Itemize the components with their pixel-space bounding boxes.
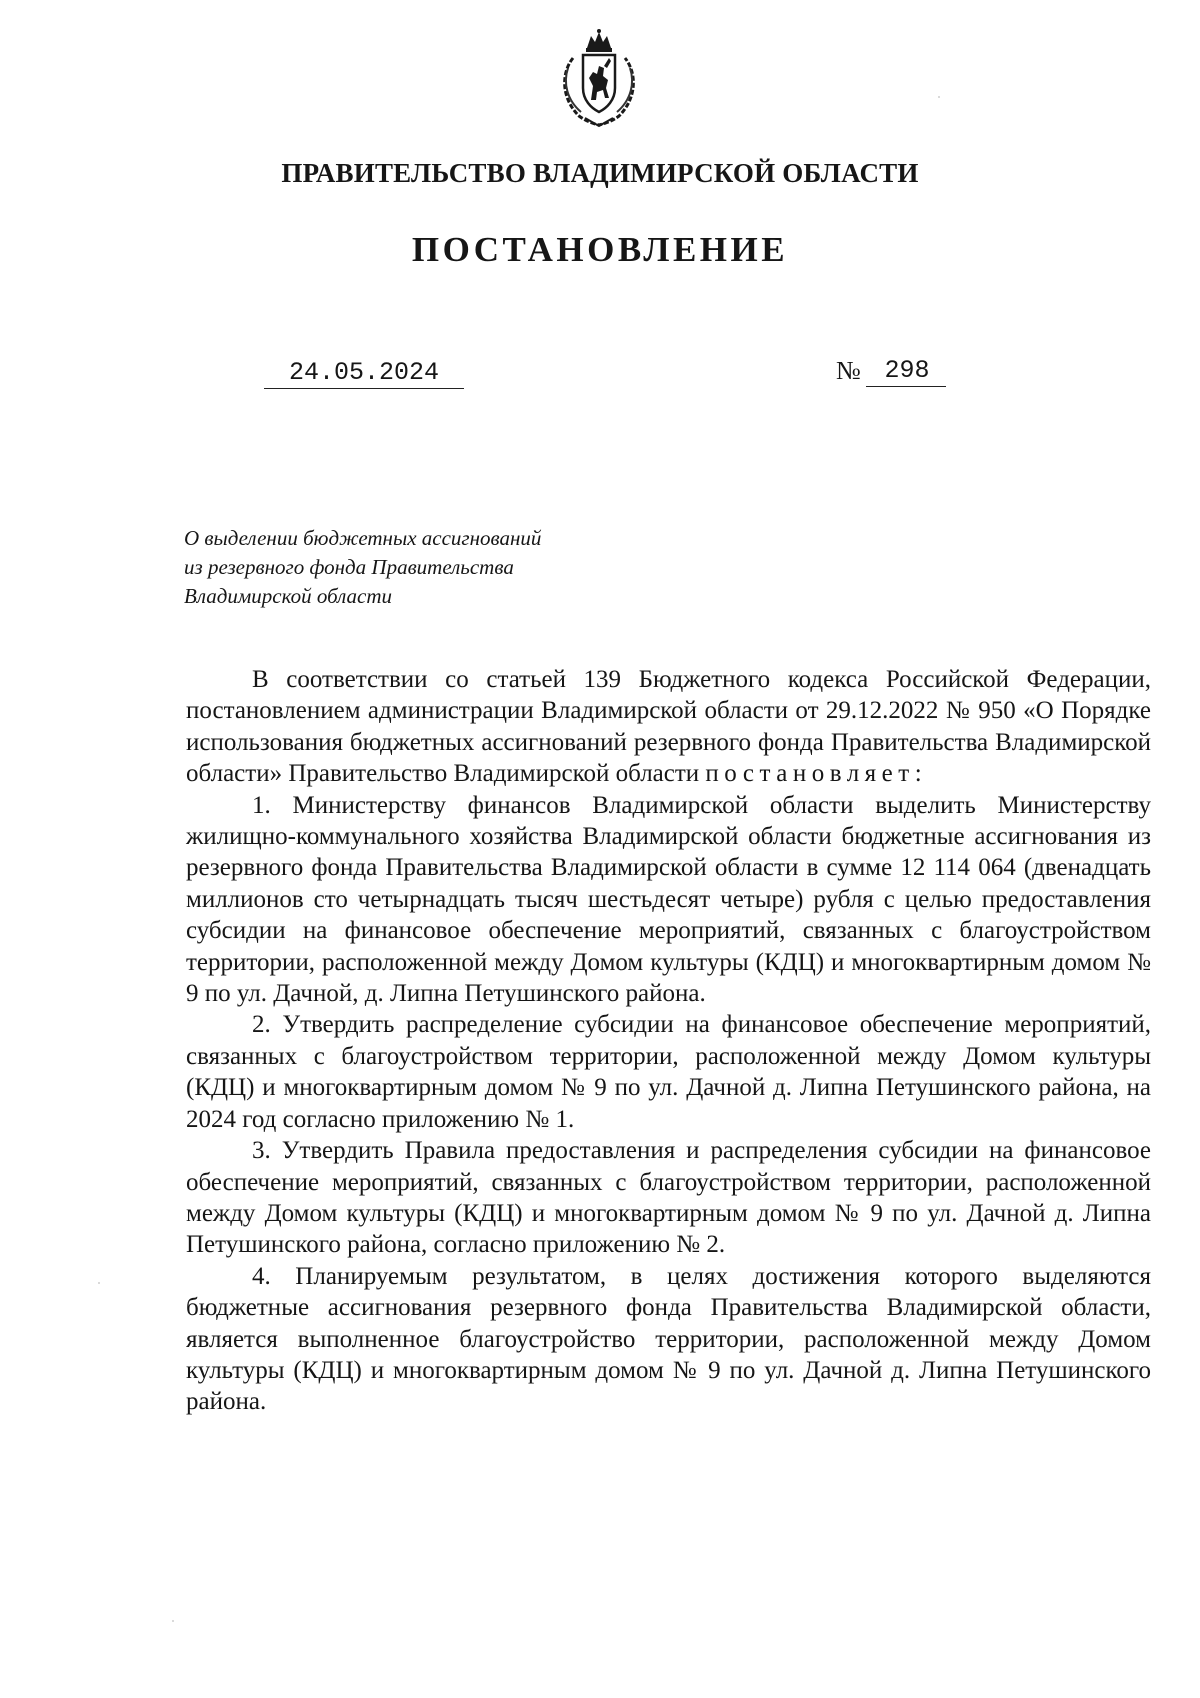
decree-item: 1. Министерству финансов Владимирской области выделить Министерству жилищно-коммунального хозяйства Владимирской области бюджетные ассигнования из резервного фонда Правительства Владимирской области в сумме 12 114 064 (двенадцать миллионов сто четырнадцать тысяч шестьдесят четыре) рубля с целью предоставления субсидии на финансовое обеспечение мероприятий, связанных с благоустройством территории, расположенной между Домом культуры (КДЦ) и многоквартирным домом № 9 по ул. Дачной, д. Липна Петушинского района. xyxy=(186,791,1151,1008)
number-sign: № xyxy=(836,356,861,385)
document-number: 298 xyxy=(884,356,930,385)
decree-word: постановляет: xyxy=(705,760,928,788)
preamble-text: В соответствии со статьей 139 Бюджетного кодекса Российской Федерации, постановлением администрации Владимирской области от 29.12.2022 № 950 «О Порядке использования бюджетных ассигнований резервного фонда Правительства Владимирской области» Правительство Владимирской области xyxy=(186,666,1151,788)
number-underline xyxy=(866,386,946,387)
decree-item: 2. Утвердить распределение субсидии на финансовое обеспечение мероприятий, связанных с благоустройством территории, расположенной между Домом культуры (КДЦ) и многоквартирным домом № 9 по ул. Дачной д. Липна Петушинского района, на 2024 год согласно приложению № 1. xyxy=(186,1011,1151,1133)
document-subject xyxy=(184,524,541,611)
coat-of-arms-emblem xyxy=(551,28,647,128)
decree-item: 4. Планируемым результатом, в целях достижения которого выделяются бюджетные ассигнования резервного фонда Правительства Владимирской области, является выполненное благоустройство территории, расположенной между Домом культуры (КДЦ) и многоквартирным домом № 9 по ул. Дачной д. Липна Петушинского района. xyxy=(186,1262,1151,1416)
subject-line: Владимирской области xyxy=(184,584,393,608)
document-date: 24.05.2024 xyxy=(288,358,440,387)
preamble-paragraph xyxy=(186,664,1151,790)
organization-title: ПРАВИТЕЛЬСТВО ВЛАДИМИРСКОЙ ОБЛАСТИ xyxy=(281,158,919,188)
decree-item: 3. Утвердить Правила предоставления и распределения субсидии на финансовое обеспечение мероприятий, связанных с благоустройством территории, расположенной между Домом культуры (КДЦ) и многоквартирным домом № 9 по ул. Дачной д. Липна Петушинского района, согласно приложению № 2. xyxy=(186,1137,1151,1259)
document-type-title: ПОСТАНОВЛЕНИЕ xyxy=(411,230,789,269)
scan-speck xyxy=(172,1620,174,1622)
scan-speck xyxy=(938,96,940,98)
scan-speck xyxy=(98,1282,100,1284)
date-underline xyxy=(264,388,464,389)
document-body xyxy=(186,664,1151,1418)
subject-line: О выделении бюджетных ассигнований xyxy=(184,526,542,550)
subject-line: из резервного фонда Правительства xyxy=(184,555,514,579)
